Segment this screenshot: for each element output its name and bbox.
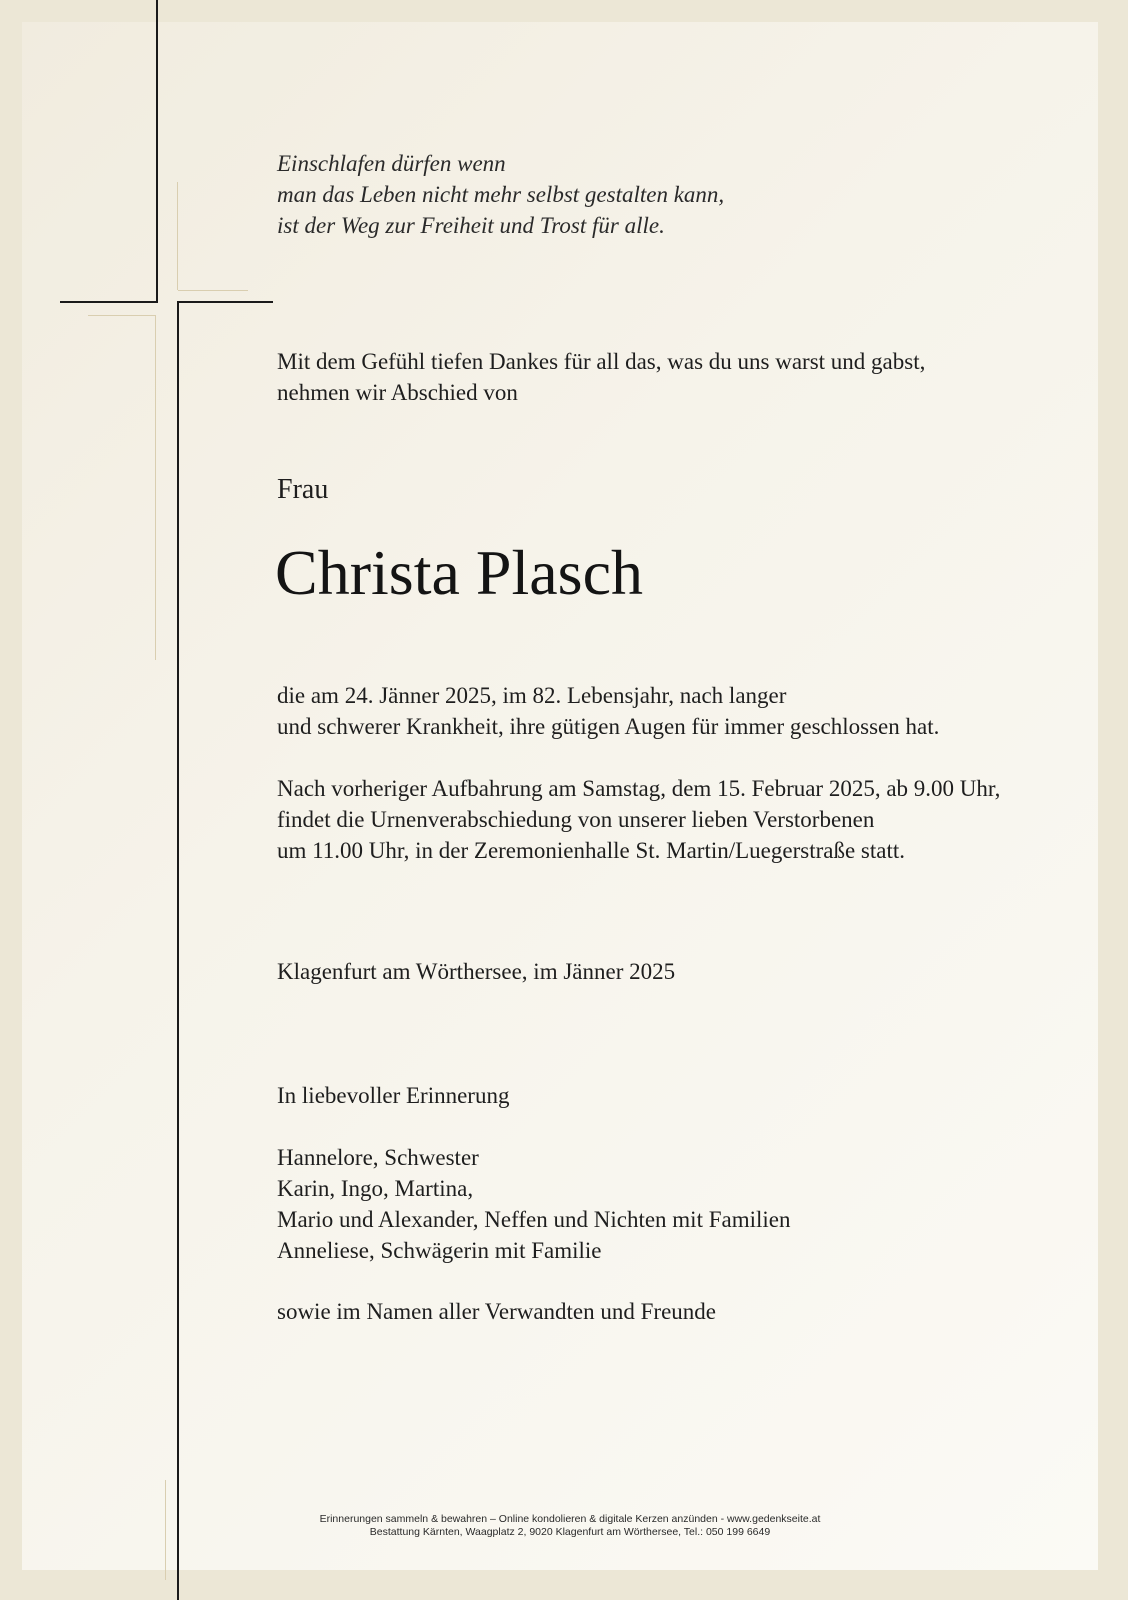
verse-line: man das Leben nicht mehr selbst gestalten kann, [277,182,725,207]
death-notice [277,680,939,742]
mourner-line: Karin, Ingo, Martina, [277,1176,474,1201]
mourner-line: Mario und Alexander, Neffen und Nichten mit Familien [277,1207,791,1232]
mourner-line: Hannelore, Schwester [277,1145,479,1170]
ceremony-line: um 11.00 Uhr, in der Zeremonienhalle St. Martin/Luegerstraße statt. [277,838,905,863]
death-notice-line: und schwerer Krankheit, ihre gütigen Augen für immer geschlossen hat. [277,714,940,739]
ceremony-line: Nach vorheriger Aufbahrung am Samstag, dem 15. Februar 2025, ab 9.00 Uhr, [277,776,1001,801]
footer [290,1513,850,1539]
ceremony-details [277,773,1000,866]
footer-line-address: Bestattung Kärnten, Waagplatz 2, 9020 Klagenfurt am Wörthersee, Tel.: 050 199 6649 [369,1526,771,1538]
closing-line: sowie im Namen aller Verwandten und Freunde [277,1299,717,1324]
mourner-line: Anneliese, Schwägerin mit Familie [277,1238,602,1263]
place-date: Klagenfurt am Wörthersee, im Jänner 2025 [277,959,676,984]
intro-line: Mit dem Gefühl tiefen Dankes für all das, was du uns warst und gabst, [277,349,926,374]
verse [277,148,724,241]
mourners-list [277,1142,790,1266]
intro-line: nehmen wir Abschied von [277,380,518,405]
deceased-name: Christa Plasch [275,537,643,608]
remembrance: In liebevoller Erinnerung [277,1083,510,1108]
death-notice-line: die am 24. Jänner 2025, im 82. Lebensjahr, nach langer [277,683,787,708]
salutation: Frau [277,474,329,505]
intro-text [277,346,925,408]
verse-line: Einschlafen dürfen wenn [277,151,506,176]
ceremony-line: findet die Urnenverabschiedung von unserer lieben Verstorbenen [277,807,875,832]
verse-line: ist der Weg zur Freiheit und Trost für alle. [277,213,665,238]
footer-line-website: Erinnerungen sammeln & bewahren – Online kondolieren & digitale Kerzen anzünden - www.gedenkseite.at [319,1513,821,1525]
